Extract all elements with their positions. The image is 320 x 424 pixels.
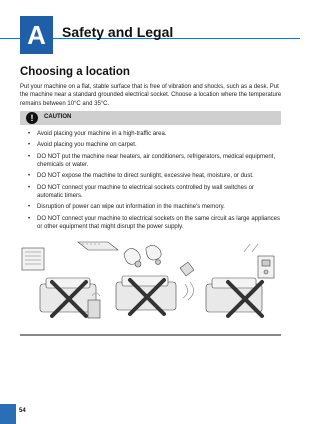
scene-near-heater: [22, 242, 118, 318]
list-item-text: Disruption of power can wipe out information in the machine's memory.: [37, 204, 225, 211]
list-item: [28, 215, 280, 231]
caution-list: [28, 130, 280, 234]
page-number: 54: [19, 408, 26, 414]
bullet-icon: •: [28, 173, 31, 180]
chapter-letter-box: A: [20, 16, 53, 54]
list-item-text: DO NOT expose the machine to direct sunlight, excessive heat, moisture, or dust.: [37, 173, 254, 180]
bullet-icon: •: [28, 142, 31, 149]
list-item: [28, 172, 280, 180]
list-item-text: DO NOT put the machine near heaters, air conditioners, refrigerators, medical equipment, chemicals or water.: [37, 153, 276, 168]
scene-high-traffic: [116, 245, 194, 310]
bullet-icon: •: [28, 215, 31, 222]
list-item-text: DO NOT connect your machine to electrical sockets controlled by wall switches or automatic timers.: [37, 184, 254, 199]
list-item-text: Avoid placing your machine in a high-traffic area.: [37, 131, 167, 137]
page-tab: [0, 404, 16, 424]
list-item: [28, 153, 280, 169]
list-item: [28, 130, 280, 138]
intro-paragraph: Put your machine on a flat, stable surface that is free of vibration and shocks, such as a desk. Put the machine near a standard grounded electrical socket. Choose a location where the temperature remains between 10°C and 35°C.: [20, 84, 282, 107]
bullet-icon: •: [28, 153, 31, 160]
exclamation-icon: !: [26, 112, 38, 124]
list-item-text: DO NOT connect your machine to electrical sockets on the same circuit as large appliances or other equipment that might disrupt the power supply.: [37, 215, 280, 230]
list-item: [28, 184, 280, 200]
bullet-icon: •: [28, 131, 31, 137]
bottom-rule: [20, 334, 281, 336]
list-item: [28, 203, 280, 211]
bullet-icon: •: [28, 184, 31, 191]
list-item: [28, 141, 280, 149]
placement-illustration: [20, 238, 281, 330]
list-item-text: Avoid placing you machine on carpet.: [37, 142, 137, 149]
caution-label: CAUTION: [44, 114, 72, 120]
section-title: Choosing a location: [20, 66, 130, 78]
bullet-icon: •: [28, 204, 31, 211]
chapter-title: Safety and Legal: [62, 24, 174, 40]
